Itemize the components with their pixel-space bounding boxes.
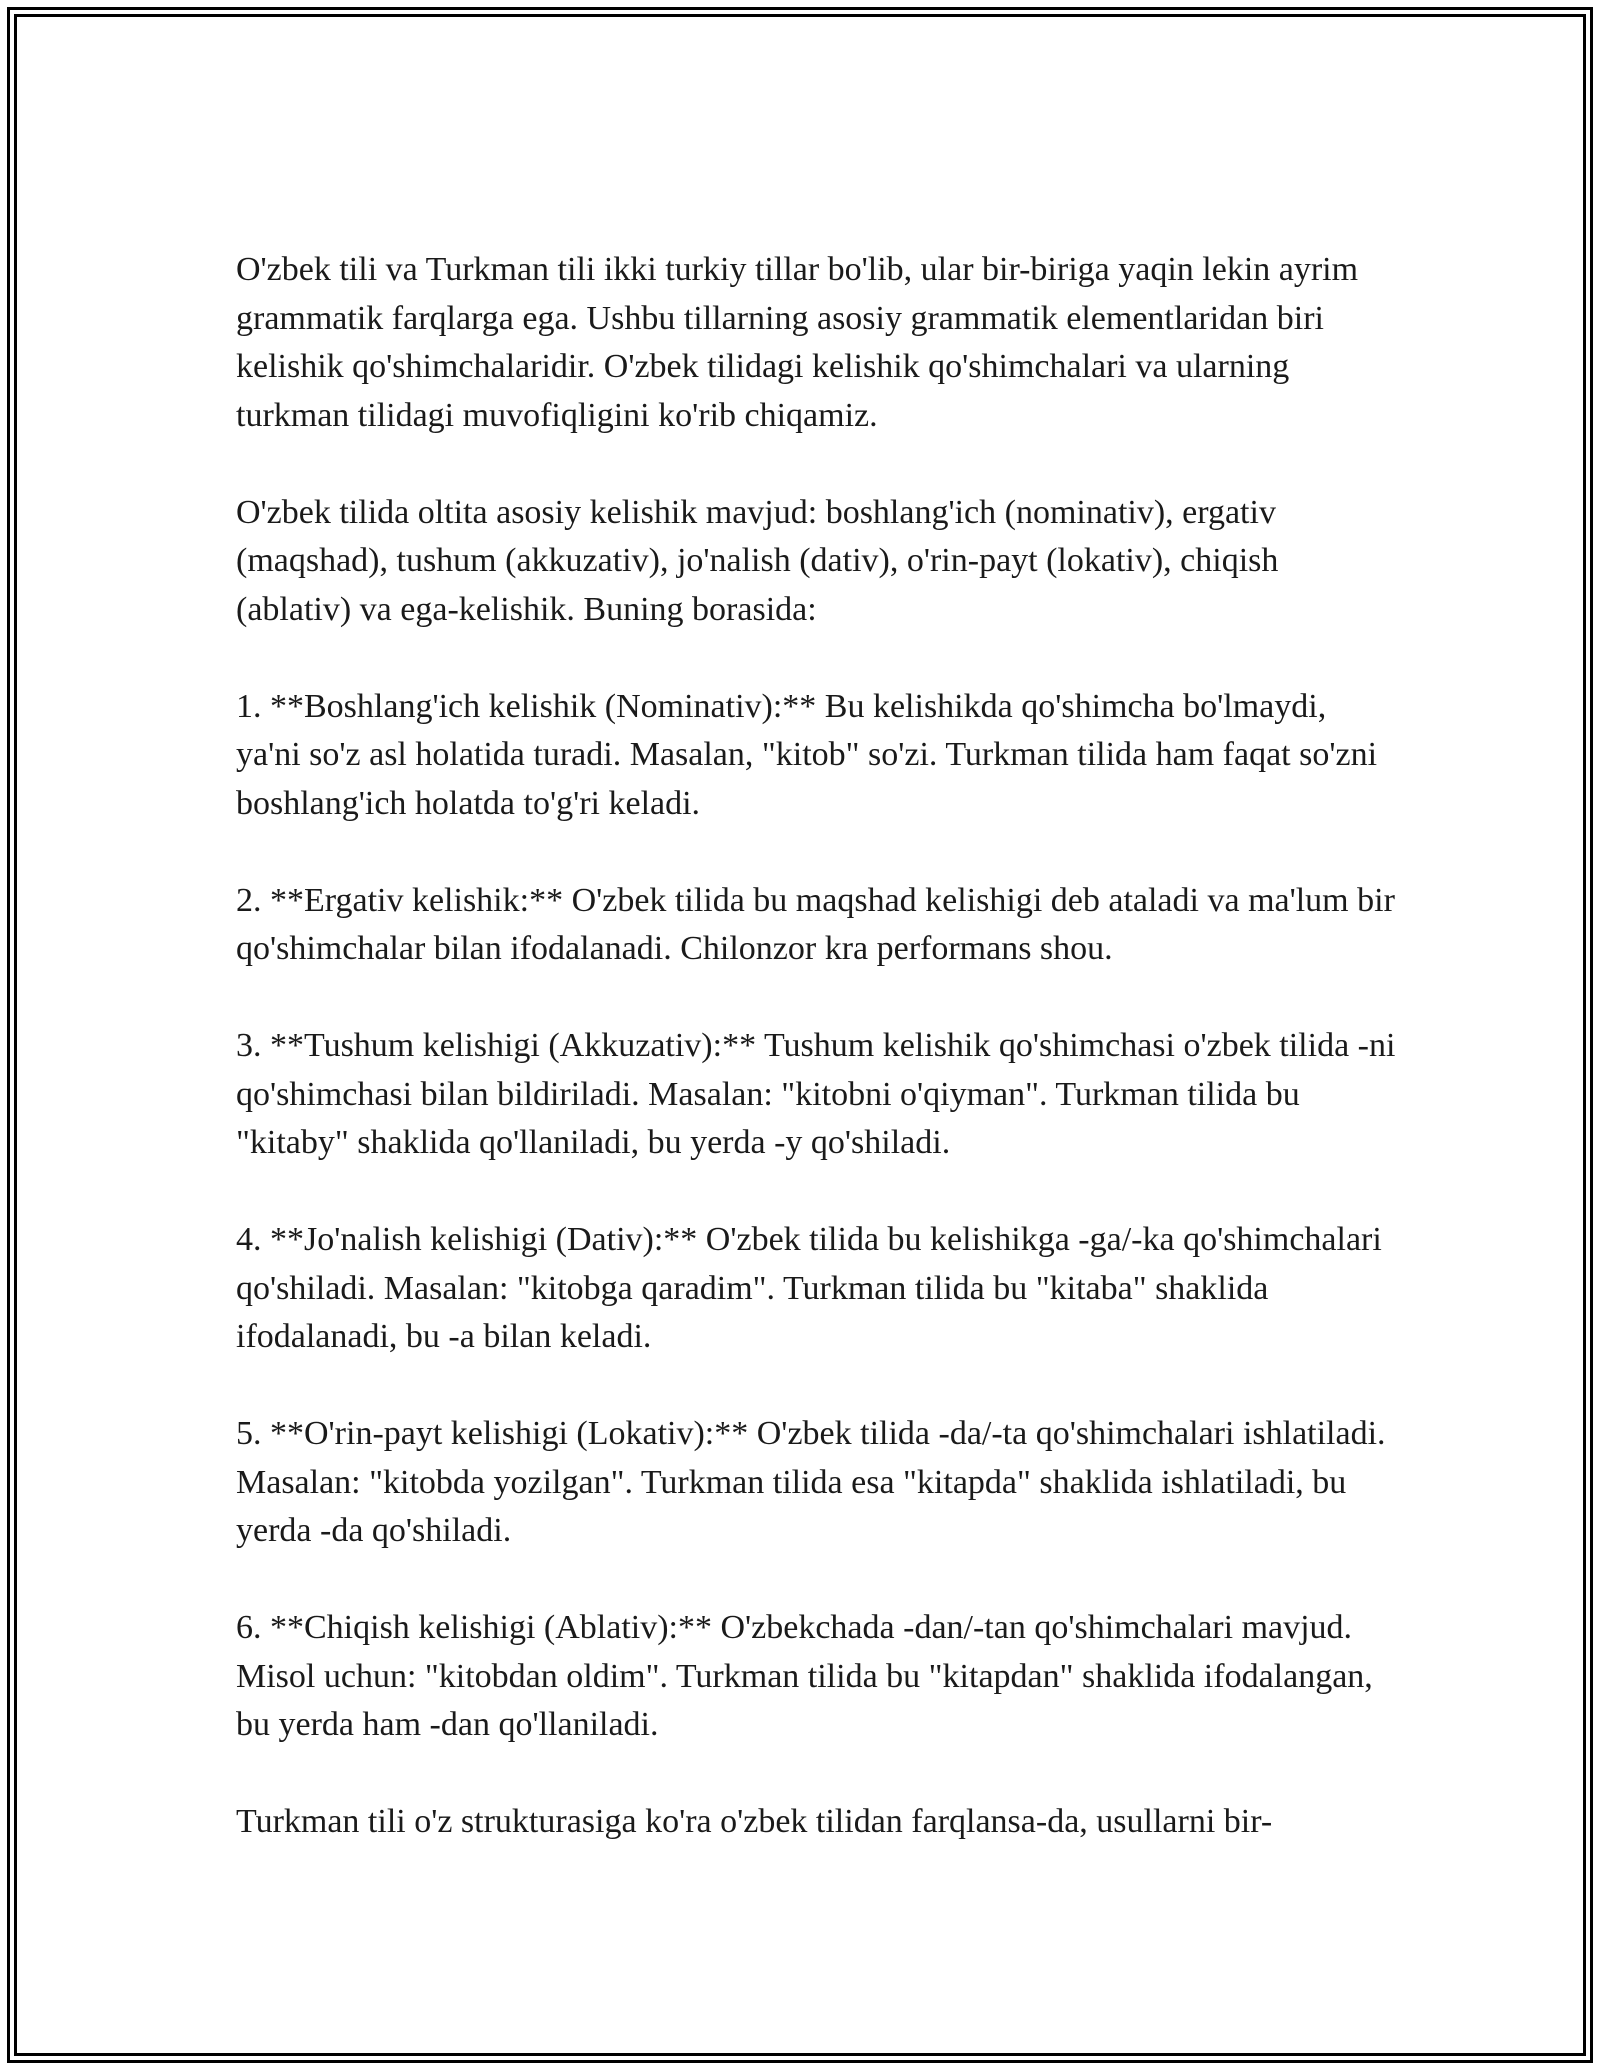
paragraph-accusative: 3. **Tushum kelishigi (Akkuzativ):** Tushum kelishik qo'shimchasi o'zbek tilida -ni qo'shimchasi bilan bildiriladi. Masalan: "kitobni o'qiyman". Turkman tilida bu "kitaby" shaklida qo'llaniladi, bu yerda -y qo'shiladi. — [236, 1027, 1396, 1161]
paragraph-ablative: 6. **Chiqish kelishigi (Ablativ):** O'zbekchada -dan/-tan qo'shimchalari mavjud. Misol uchun: "kitobdan oldim". Turkman tilida bu "kitapdan" shaklida ifodalangan, bu yerda ham -dan qo'llaniladi. — [236, 1609, 1373, 1743]
paragraph-dative: 4. **Jo'nalish kelishigi (Dativ):** O'zbek tilida bu kelishikga -ga/-ka qo'shimchalari qo'shiladi. Masalan: "kitobga qaradim". Turkman tilida bu "kitaba" shaklida ifodalanadi, bu -a bilan keladi. — [236, 1221, 1382, 1355]
paragraph-case-overview: O'zbek tilida oltita asosiy kelishik mavjud: boshlang'ich (nominativ), ergativ (maqshad), tushum (akkuzativ), jo'nalish (dativ), o'rin-payt (lokativ), chiqish (ablativ) va ega-kelishik. Buning borasida: — [236, 493, 1279, 628]
document-body — [236, 246, 1396, 1847]
paragraph-conclusion: Turkman tili o'z strukturasiga ko'ra o'zbek tilidan farqlansa-da, usullarni bir- — [236, 1803, 1273, 1840]
paragraph-nominative: 1. **Boshlang'ich kelishik (Nominativ):** Bu kelishikda qo'shimcha bo'lmaydi, ya'ni so'z asl holatida turadi. Masalan, "kitob" so'zi. Turkman tilida ham faqat so'zni boshlang'ich holatda to'g'ri keladi. — [236, 687, 1378, 822]
paragraph-ergative: 2. **Ergativ kelishik:** O'zbek tilida bu maqshad kelishigi deb ataladi va ma'lum bir qo'shimchalar bilan ifodalanadi. Chilonzor kra performans shou. — [236, 881, 1395, 967]
paragraph-intro: O'zbek tili va Turkman tili ikki turkiy tillar bo'lib, ular bir-biriga yaqin lekin ayrim grammatik farqlarga ega. Ushbu tillarning asosiy grammatik elementlaridan biri kelishik qo'shimchalaridir. O'zbek tilidagi kelishik qo'shimchalari va ularning turkman tilidagi muvofiqligini ko'rib chiqamiz. — [236, 251, 1359, 434]
paragraph-locative: 5. **O'rin-payt kelishigi (Lokativ):** O'zbek tilida -da/-ta qo'shimchalari ishlatiladi. Masalan: "kitobda yozilgan". Turkman tilida esa "kitapda" shaklida ishlatiladi, bu yerda -da qo'shiladi. — [236, 1415, 1386, 1549]
